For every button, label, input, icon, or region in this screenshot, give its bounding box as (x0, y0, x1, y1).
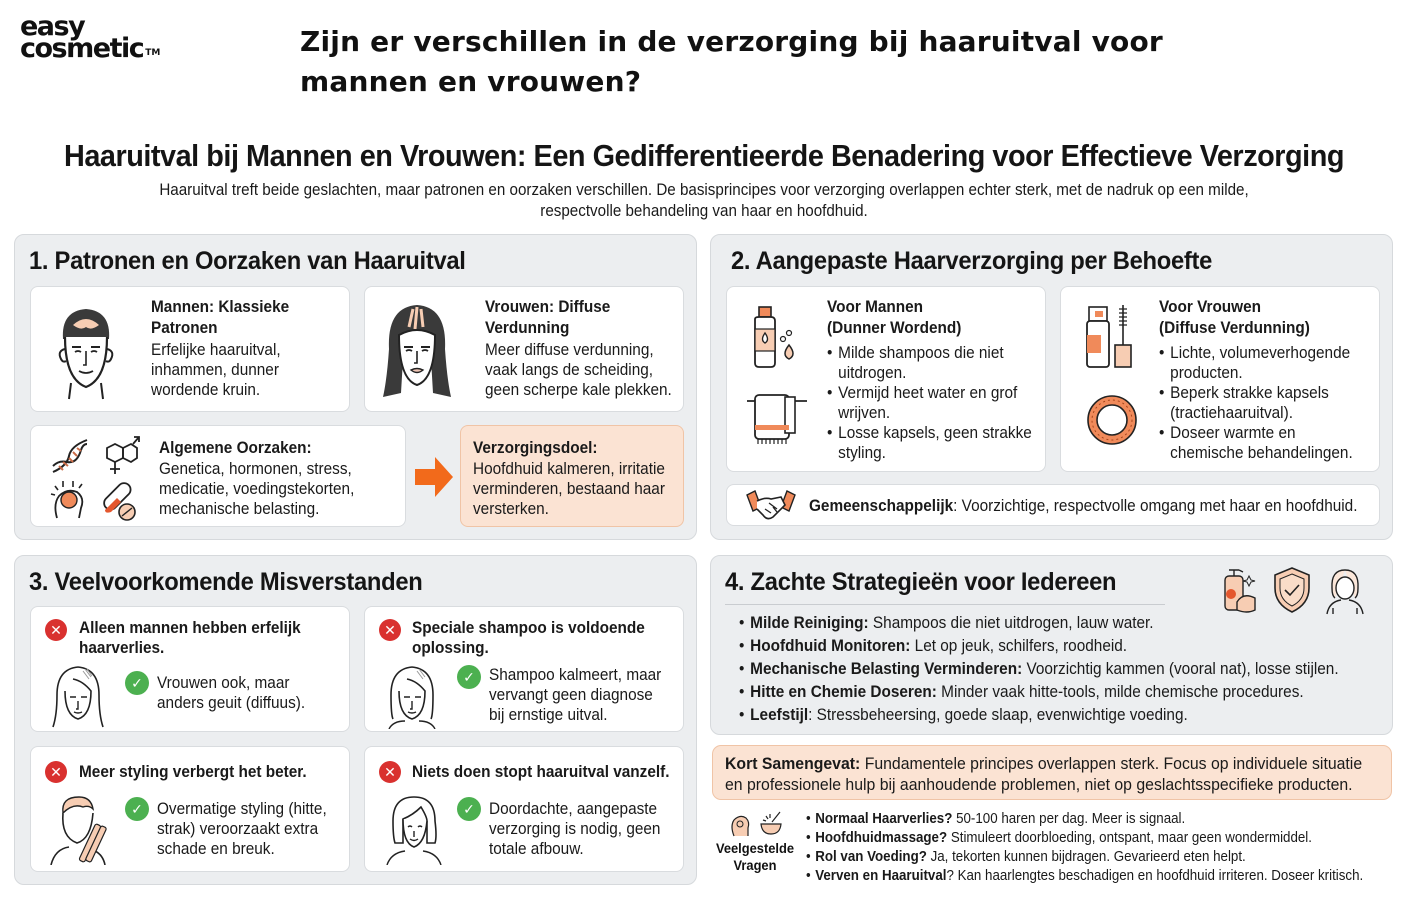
myth-text: oplossing. (412, 639, 489, 657)
card-women-care (1060, 286, 1380, 472)
myth-card (30, 606, 350, 732)
card-text: verminderen, bestaand haar (473, 480, 665, 498)
woman-face-icon (49, 663, 107, 729)
myth-text: haarverlies. (79, 639, 165, 657)
check-icon: ✓ (457, 797, 481, 821)
card-title: Mannen: Klassieke (151, 298, 290, 316)
cross-icon: ✕ (379, 761, 401, 783)
card-title: (Dunner Wordend) (827, 319, 962, 337)
person-icon (1323, 566, 1367, 616)
card-title: Patronen (151, 319, 218, 337)
woman-face-icon (383, 663, 441, 729)
section-gentle-strategies (710, 555, 1393, 735)
card-men-care (726, 286, 1046, 472)
card-care-goal (460, 425, 684, 527)
hormone-icon (97, 434, 141, 480)
section-title: 4. Zachte Strategieën voor Iedereen (725, 568, 1117, 596)
list-item: • Vermijd heet water en grof wrijven. (827, 383, 1033, 423)
fact-text: strak) veroorzaakt extra (157, 820, 319, 838)
card-men-patterns (30, 286, 350, 412)
cross-icon: ✕ (45, 761, 67, 783)
stress-brain-icon (49, 478, 91, 522)
title-divider (725, 604, 1165, 605)
food-bowl-icon (758, 810, 784, 836)
card-text: inhammen, dunner (151, 361, 279, 379)
faq-item: • Rol van Voeding? Ja, tekorten kunnen bijdragen. Gevarieerd eten helpt. (806, 848, 1363, 867)
summary-label: Kort Samengevat: (725, 754, 861, 773)
fact-text: Doordachte, aangepaste (489, 800, 658, 818)
card-title: Voor Mannen (827, 298, 924, 316)
card-text: Erfelijke haaruitval, (151, 341, 281, 359)
fact-text: schade en breuk. (157, 840, 275, 858)
fact-text: bij ernstige uitval. (489, 706, 608, 724)
men-care-list (827, 343, 1033, 463)
faq-label: Veelgestelde Vragen (715, 840, 795, 873)
shield-check-icon (1271, 566, 1313, 614)
dna-icon (49, 436, 91, 476)
trademark: TM (145, 48, 161, 58)
card-text: medicatie, voedingstekorten, (159, 480, 355, 498)
card-text: Genetica, hormonen, stress, (159, 460, 352, 478)
list-item: • Doseer warmte en chemische behandelingen. (1159, 423, 1371, 463)
fact-text: verzorging is nodig, geen (489, 820, 661, 838)
intro-text: Haaruitval treft beide geslachten, maar patronen en oorzaken verschillen. De basisprincipes voor verzorging overlappen echter sterk, met de nadruk op een milde, respectvolle behandeling van haar en hoofdhuid. (159, 181, 1249, 220)
section-title: 2. Aangepaste Haarverzorging per Behoefte (731, 247, 1213, 275)
arrow-right-icon (415, 457, 453, 497)
myth-text: Niets doen stopt haaruitval vanzelf. (412, 763, 670, 781)
card-text: mechanische belasting. (159, 500, 320, 518)
shampoo-bottle-icon (749, 305, 813, 369)
list-item: • Hitte en Chemie Doseren: Minder vaak hitte-tools, milde chemische procedures. (739, 681, 1339, 704)
list-item: • Lichte, volumeverhogende producten. (1159, 343, 1371, 383)
card-general-causes (30, 425, 406, 527)
card-title: Vrouwen: Diffuse (485, 298, 611, 316)
pills-icon (97, 480, 141, 522)
card-title: (Diffuse Verdunning) (1159, 319, 1310, 337)
myth-text: Alleen mannen hebben erfelijk (79, 619, 301, 637)
page-question: Zijn er verschillen in de verzorging bij haaruitval voor mannen en vrouwen? (300, 25, 1163, 98)
myth-card (364, 746, 684, 872)
logo-line-2: cosmetic (20, 33, 144, 64)
towel-icon (745, 389, 809, 453)
man-receding-hairline-icon (51, 301, 121, 401)
strategies-list (739, 612, 1339, 727)
card-title: Voor Vrouwen (1159, 298, 1262, 316)
card-women-patterns (364, 286, 684, 412)
faq-item: • Verven en Haaruitval? Kan haarlengtes beschadigen en hoofdhuid irriteren. Doseer kritisch. (806, 867, 1363, 886)
section-title: 3. Veelvoorkomende Misverstanden (29, 568, 423, 596)
list-item: • Milde Reiniging: Shampoos die niet uitdrogen, lauw water. (739, 612, 1339, 635)
myth-text: Speciale shampoo is voldoende (412, 619, 645, 637)
woman-thinning-part-icon (379, 299, 455, 403)
card-title: Verdunning (485, 319, 570, 337)
cross-icon: ✕ (45, 619, 67, 641)
list-item: • Beperk strakke kapsels (tractiehaaruitval). (1159, 383, 1371, 423)
card-text: wordende kruin. (151, 381, 261, 399)
section-adapted-care (710, 234, 1393, 540)
woman-bob-face-icon (383, 793, 445, 865)
card-text: Hoofdhuid kalmeren, irritatie (473, 460, 665, 478)
summary-box (712, 745, 1392, 800)
card-text: Meer diffuse verdunning, (485, 341, 654, 359)
common-label: Gemeenschappelijk (809, 497, 954, 515)
summary-text: Fundamentele principes overlappen sterk. Focus op individuele situatie (860, 754, 1363, 773)
myth-card (30, 746, 350, 872)
spray-and-mascara-icon (1085, 303, 1137, 371)
fact-text: vervangt geen diagnose (489, 686, 653, 704)
section-misconceptions (14, 555, 697, 885)
card-title: Verzorgingsdoel: (473, 439, 598, 457)
man-styling-iron-icon (47, 793, 111, 865)
card-common-care (726, 484, 1380, 526)
myth-card (364, 606, 684, 732)
list-item: • Mechanische Belasting Verminderen: Voorzichtig kammen (vooral nat), losse stijlen. (739, 658, 1339, 681)
common-text: : Voorzichtige, respectvolle omgang met haar en hoofdhuid. (953, 497, 1358, 515)
fact-text: Vrouwen ook, maar (157, 674, 290, 692)
hair-scrunchie-icon (1083, 391, 1141, 449)
faq-list (806, 810, 1363, 886)
section-title: 1. Patronen en Oorzaken van Haaruitval (29, 247, 466, 275)
infographic-title: Haaruitval bij Mannen en Vrouwen: Een Gedifferentieerde Benadering voor Effectieve Verzorging (63, 138, 1345, 173)
handshake-icon (743, 489, 799, 523)
summary-text: en professionele hulp bij aanhoudende problemen, niet op geslachtsspecifieke producten. (725, 775, 1353, 794)
faq-item: • Normaal Haarverlies? 50-100 haren per dag. Meer is signaal. (806, 810, 1363, 829)
card-title: Algemene Oorzaken: (159, 439, 312, 457)
cross-icon: ✕ (379, 619, 401, 641)
brand-logo (20, 11, 161, 64)
check-icon: ✓ (125, 671, 149, 695)
section-patterns-causes (14, 234, 697, 540)
card-text: geen scherpe kale plekken. (485, 381, 672, 399)
fact-text: totale afbouw. (489, 840, 584, 858)
list-item: • Hoofdhuid Monitoren: Let op jeuk, schilfers, roodheid. (739, 635, 1339, 658)
card-text: versterken. (473, 500, 549, 518)
check-icon: ✓ (457, 665, 481, 689)
fact-text: Shampoo kalmeert, maar (489, 666, 662, 684)
list-item: • Leefstijl: Stressbeheersing, goede slaap, evenwichtige voeding. (739, 704, 1339, 727)
skincare-products-icon (1219, 566, 1263, 614)
fact-text: anders geuit (diffuus). (157, 694, 306, 712)
myth-text: Meer styling verbergt het beter. (79, 763, 307, 781)
logo-line-1: easy (20, 11, 85, 42)
list-item: • Losse kapsels, geen strakke styling. (827, 423, 1033, 463)
list-item: • Milde shampoos die niet uitdrogen. (827, 343, 1033, 383)
faq-item: • Hoofdhuidmassage? Stimuleert doorbloeding, ontspant, maar geen wondermiddel. (806, 829, 1363, 848)
card-text: vaak langs de scheiding, (485, 361, 654, 379)
head-massage-icon (728, 812, 754, 838)
fact-text: Overmatige styling (hitte, (157, 800, 327, 818)
women-care-list (1159, 343, 1371, 463)
check-icon: ✓ (125, 797, 149, 821)
